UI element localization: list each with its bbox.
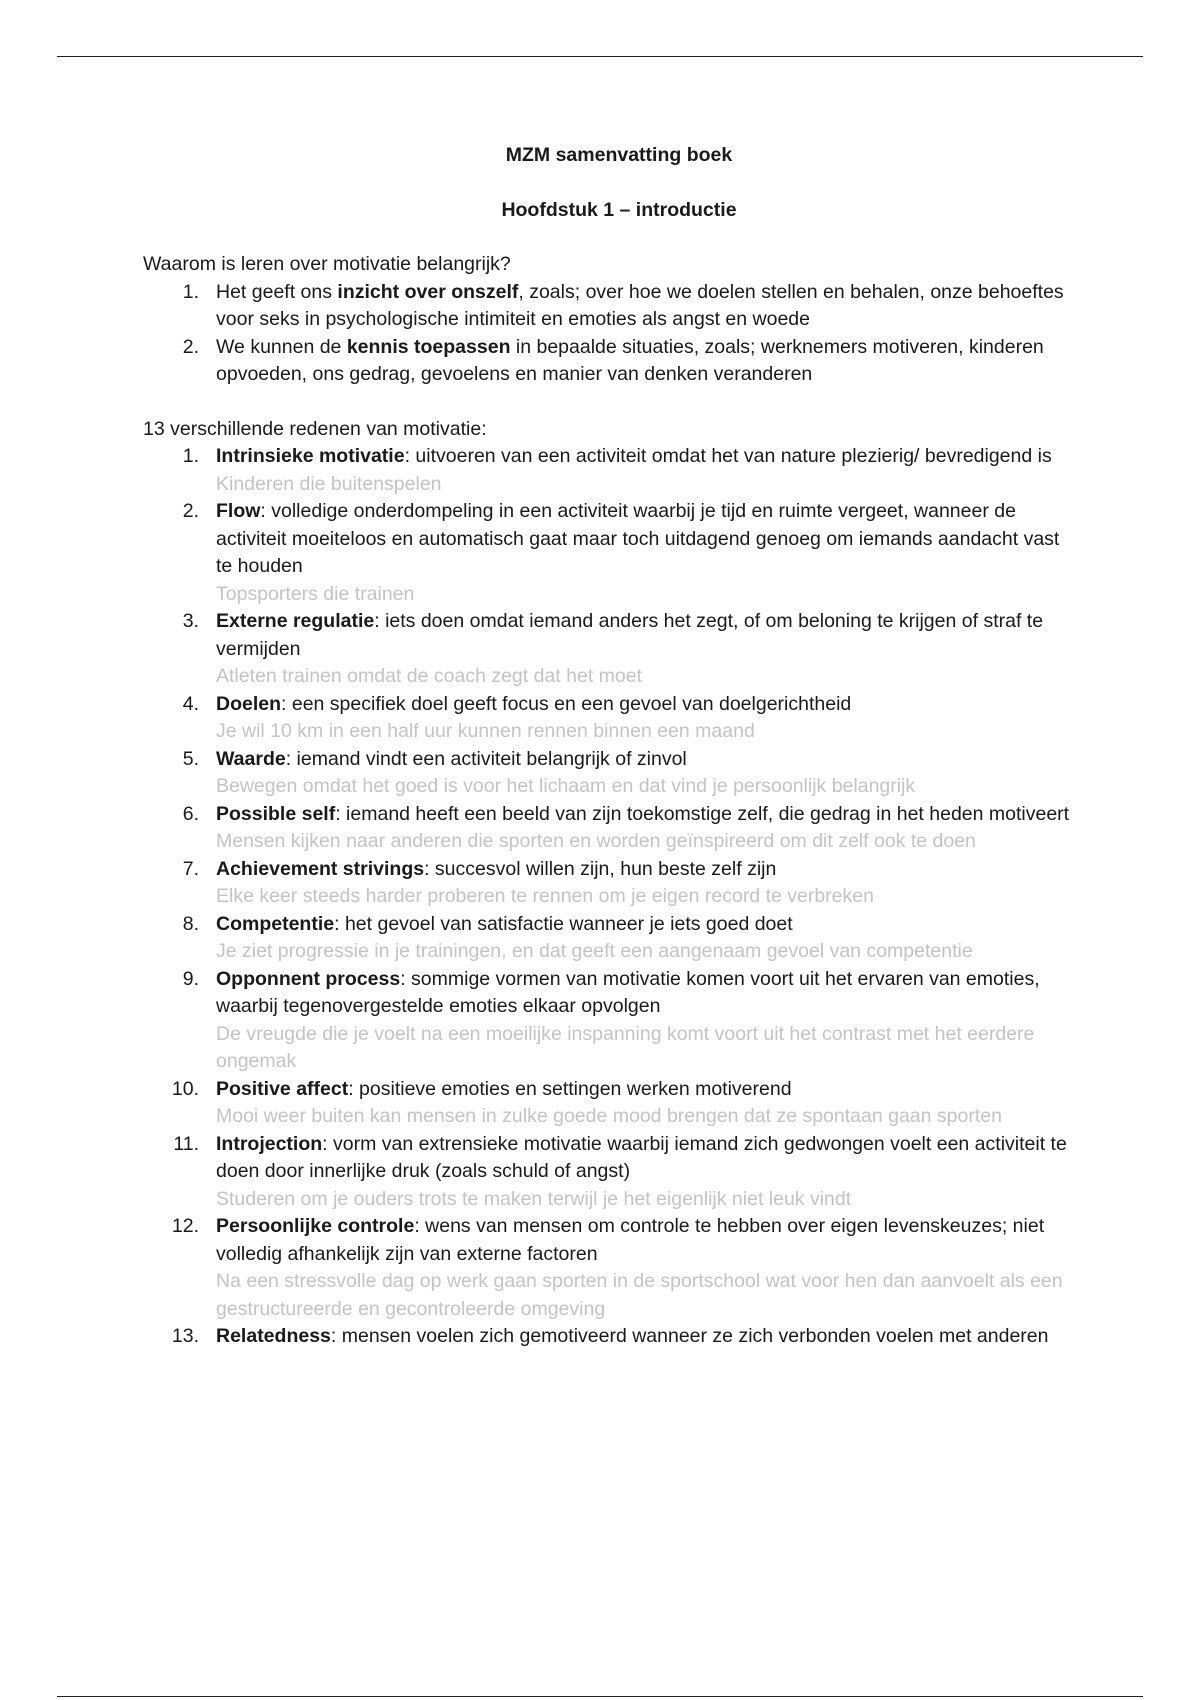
header-rule [57, 56, 1143, 57]
item-term: Introjection [216, 1132, 323, 1155]
item-term: Externe regulatie [216, 610, 375, 632]
item-text: in bepaalde situaties, zoals; werknemers motiveren, kinderen opvoeden, ons gedrag, gevoelens en manier van denken veranderen [216, 335, 1044, 385]
item-number: 10. [171, 1077, 199, 1100]
motivation-reasons-list [143, 443, 1073, 1351]
list-item [143, 856, 1073, 911]
item-term: Doelen [216, 692, 282, 715]
list-item [143, 443, 1073, 498]
item-example: Je ziet progressie in je trainingen, en dat geeft een aangenaam gevoel van competentie [216, 940, 973, 962]
item-term: Flow [216, 500, 261, 522]
item-number: 3. [182, 610, 199, 632]
document-title: MZM samenvatting boek [505, 144, 733, 166]
list-item [143, 334, 1073, 389]
item-number: 4. [182, 692, 199, 715]
list-item [143, 279, 1073, 334]
importance-list [143, 279, 1073, 389]
footer-rule [57, 1696, 1143, 1697]
item-example: Mooi weer buiten kan mensen in zulke goede mood brengen dat ze spontaan gaan sporten [216, 1105, 1002, 1127]
item-definition: : vorm van extrensieke motivatie waarbij iemand zich gedwongen voelt een activiteit te doen door innerlijke druk (zoals schuld of angst) [216, 1132, 1067, 1182]
item-text: Het geeft ons [216, 280, 338, 303]
item-text: , zoals; over hoe we doelen stellen en behalen, onze behoeftes voor seks in psychologische intimiteit en emoties als angst en woede [216, 280, 1064, 330]
item-number: 8. [182, 912, 199, 935]
item-definition: : wens van mensen om controle te hebben over eigen levenskeuzes; niet volledig afhankelijk zijn van externe factoren [216, 1215, 1045, 1265]
item-number: 1. [182, 445, 199, 467]
item-definition: : iemand vindt een activiteit belangrijk of zinvol [285, 747, 687, 770]
item-text: We kunnen de [216, 335, 347, 358]
item-term: Intrinsieke motivatie [216, 445, 405, 467]
spacer [143, 389, 1073, 416]
list-item [143, 1076, 1073, 1131]
list-item [143, 911, 1073, 966]
item-definition: : mensen voelen zich gemotiveerd wanneer ze zich verbonden voelen met anderen [330, 1325, 1049, 1347]
item-term: Achievement strivings [216, 857, 425, 880]
item-number: 5. [182, 747, 199, 770]
list-item [143, 608, 1073, 691]
item-number: 9. [182, 967, 199, 990]
item-example: Topsporters die trainen [216, 582, 415, 605]
item-term: inzicht over onszelf [337, 280, 519, 303]
item-term: Positive affect [216, 1077, 349, 1100]
item-example: Bewegen omdat het goed is voor het lichaam en dat vind je persoonlijk belangrijk [216, 775, 916, 797]
item-term: Relatedness [216, 1325, 331, 1347]
item-term: Waarde [216, 747, 286, 770]
list-item [143, 801, 1073, 856]
item-definition: : volledige onderdompeling in een activiteit waarbij je tijd en ruimte vergeet, wanneer de activiteit moeiteloos en automatisch gaat maar toch uitdagend genoeg om iemands aandacht vast te houden [216, 500, 1060, 577]
item-example: Studeren om je ouders trots te maken terwijl je het eigenlijk niet leuk vindt [216, 1187, 852, 1210]
item-definition: : het gevoel van satisfactie wanneer je iets goed doet [334, 912, 793, 935]
item-example: Na een stressvolle dag op werk gaan sporten in de sportschool wat voor hen dan aanvoelt als een gestructureerde en gecontroleerde omgeving [216, 1270, 1063, 1320]
item-definition: : sommige vormen van motivatie komen voort uit het ervaren van emoties, waarbij tegenovergestelde emoties elkaar opvolgen [216, 967, 1040, 1017]
item-number: 2. [182, 500, 199, 522]
item-number: 2. [182, 335, 199, 358]
item-number: 1. [182, 280, 199, 303]
list-item [143, 1131, 1073, 1214]
item-term: Opponnent process [216, 967, 401, 990]
item-example: De vreugde die je voelt na een moeilijke inspanning komt voort uit het contrast met het eerdere ongemak [216, 1022, 1035, 1072]
item-term: Persoonlijke controle [216, 1215, 415, 1237]
item-definition: : iets doen omdat iemand anders het zegt, of om beloning te krijgen of straf te vermijden [216, 610, 1044, 660]
section-heading: Waarom is leren over motivatie belangrijk? [143, 253, 511, 275]
item-number: 12. [171, 1215, 199, 1237]
item-number: 6. [182, 802, 199, 825]
list-item [143, 966, 1073, 1076]
item-example: Je wil 10 km in een half uur kunnen rennen binnen een maand [216, 720, 755, 742]
item-definition: : succesvol willen zijn, hun beste zelf zijn [424, 857, 777, 880]
item-example: Elke keer steeds harder proberen te rennen om je eigen record te verbreken [216, 885, 874, 907]
item-term: Possible self [216, 802, 336, 825]
item-example: Kinderen die buitenspelen [216, 472, 442, 495]
item-definition: : een specifiek doel geeft focus en een gevoel van doelgerichtheid [281, 692, 852, 715]
item-number: 13. [171, 1325, 199, 1347]
item-number: 11. [173, 1132, 199, 1155]
item-definition: : positieve emoties en settingen werken motiverend [348, 1077, 792, 1100]
list-item [143, 691, 1073, 746]
item-definition: : uitvoeren van een activiteit omdat het van nature plezierig/ bevredigend is [404, 445, 1052, 467]
item-example: Atleten trainen omdat de coach zegt dat het moet [216, 665, 643, 687]
list-item [143, 746, 1073, 801]
list-item [143, 1323, 1073, 1351]
section-heading: 13 verschillende redenen van motivatie: [143, 417, 487, 440]
chapter-heading: Hoofdstuk 1 – introductie [501, 198, 737, 221]
item-term: kennis toepassen [346, 335, 511, 358]
item-example: Mensen kijken naar anderen die sporten en worden geïnspireerd om dit zelf ook te doen [216, 830, 976, 852]
document-body [143, 142, 1073, 1351]
list-item [143, 1213, 1073, 1323]
item-definition: : iemand heeft een beeld van zijn toekomstige zelf, die gedrag in het heden motiveert [335, 802, 1070, 825]
item-term: Competentie [216, 912, 335, 935]
item-number: 7. [182, 857, 199, 880]
list-item [143, 498, 1073, 608]
